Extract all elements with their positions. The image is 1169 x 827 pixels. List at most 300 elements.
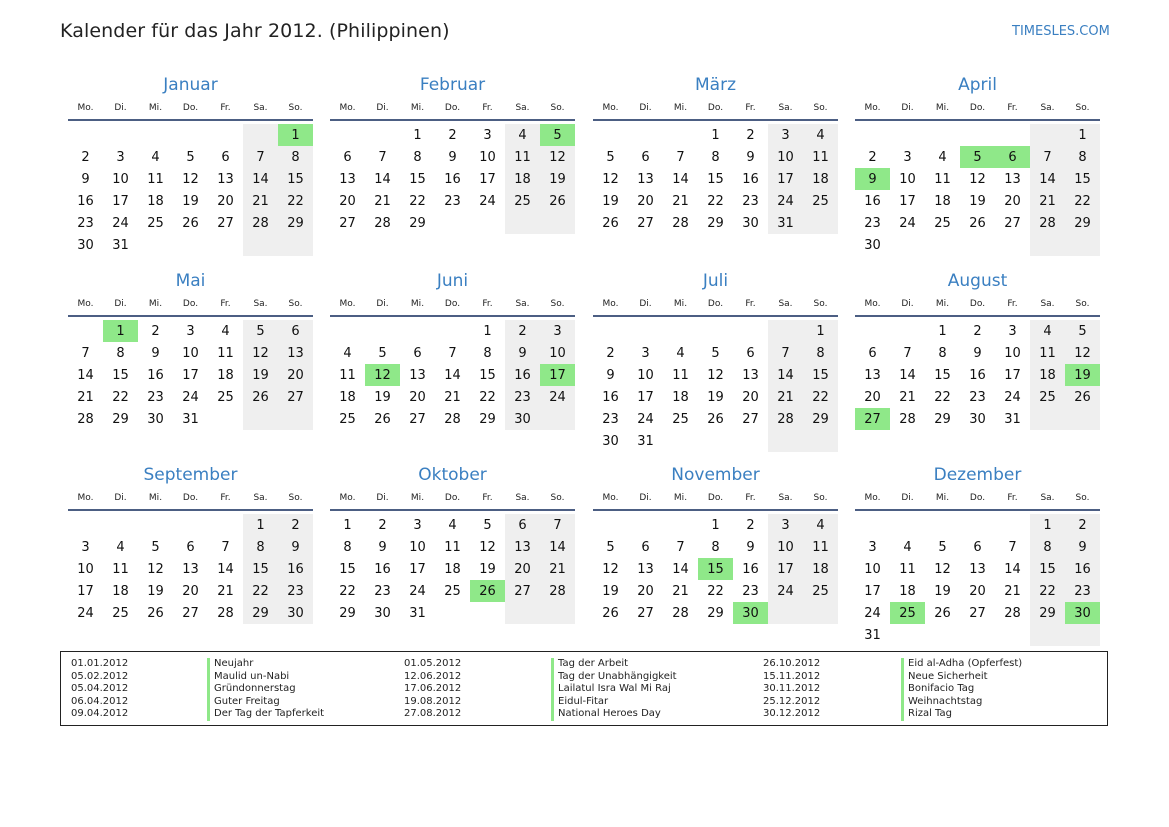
day-cell: 10 xyxy=(77,561,94,577)
day-cell: 3 xyxy=(186,323,195,339)
day-cell: 4 xyxy=(151,149,160,165)
day-cell: 22 xyxy=(707,583,724,599)
weekday-label: Mo. xyxy=(339,299,356,309)
day-cell: 4 xyxy=(938,149,947,165)
weekday-label: So. xyxy=(288,493,303,503)
day-cell: 9 xyxy=(448,149,457,165)
day-cell: 1 xyxy=(711,127,720,143)
day-cell: 26 xyxy=(969,215,986,231)
day-grid xyxy=(68,514,313,624)
empty-cell xyxy=(68,320,103,342)
month-block xyxy=(68,269,313,430)
day-cell: 2 xyxy=(973,323,982,339)
day-cell: 14 xyxy=(77,367,94,383)
weekday-label: Do. xyxy=(707,299,724,309)
empty-cell xyxy=(995,514,1030,536)
day-cell: 28 xyxy=(217,605,234,621)
day-cell: 19 xyxy=(707,389,724,405)
day-cell: 23 xyxy=(742,193,759,209)
day-cell: 28 xyxy=(672,605,689,621)
day-cell: 27 xyxy=(969,605,986,621)
empty-cell xyxy=(960,124,995,146)
day-cell: 4 xyxy=(903,539,912,555)
weekday-label: Mo. xyxy=(602,299,619,309)
day-cell: 11 xyxy=(147,171,164,187)
day-cell: 7 xyxy=(243,146,278,168)
legend-holiday-name: Neujahr xyxy=(214,658,254,669)
day-cell: 16 xyxy=(864,193,881,209)
day-cell: 3 xyxy=(483,127,492,143)
day-cell: 1 xyxy=(483,323,492,339)
day-cell: 26 xyxy=(707,411,724,427)
day-cell: 24 xyxy=(864,605,881,621)
day-cell: 16 xyxy=(147,367,164,383)
day-cell: 29 xyxy=(409,215,426,231)
header-divider xyxy=(330,315,575,317)
day-cell: 13 xyxy=(339,171,356,187)
weekday-label: Sa. xyxy=(1040,299,1055,309)
empty-cell xyxy=(1030,234,1065,256)
day-cell: 2 xyxy=(868,149,877,165)
weekday-label: Fr. xyxy=(745,493,756,503)
empty-cell xyxy=(540,408,575,430)
weekday-label: Di. xyxy=(639,493,652,503)
day-cell: 10 xyxy=(1004,345,1021,361)
legend-dates-column-2 xyxy=(404,658,461,721)
legend-date: 25.12.2012 xyxy=(763,695,821,707)
day-cell: 24 xyxy=(479,193,496,209)
empty-cell xyxy=(768,430,803,452)
weekday-header xyxy=(855,293,1100,315)
header-divider xyxy=(330,509,575,511)
empty-cell xyxy=(925,624,960,646)
day-cell: 31 xyxy=(182,411,199,427)
day-cell: 27 xyxy=(637,215,654,231)
day-cell: 25 xyxy=(1030,386,1065,408)
empty-cell xyxy=(698,430,733,452)
day-cell: 16 xyxy=(602,389,619,405)
empty-cell xyxy=(593,514,628,536)
day-cell: 9 xyxy=(278,536,313,558)
day-grid xyxy=(330,124,575,234)
day-cell: 27 xyxy=(637,605,654,621)
day-cell: 9 xyxy=(606,367,615,383)
day-cell: 14 xyxy=(243,168,278,190)
weekday-label: Mi. xyxy=(410,103,425,113)
holiday-day-cell: 26 xyxy=(470,580,505,602)
day-cell: 3 xyxy=(116,149,125,165)
day-cell: 24 xyxy=(409,583,426,599)
header-divider xyxy=(593,509,838,511)
day-cell: 27 xyxy=(339,215,356,231)
legend-dates-column-1 xyxy=(71,658,128,721)
empty-cell xyxy=(1030,624,1065,646)
day-cell: 5 xyxy=(938,539,947,555)
weekday-label: Sa. xyxy=(253,493,268,503)
day-cell: 13 xyxy=(505,536,540,558)
day-cell: 1 xyxy=(243,514,278,536)
weekday-header xyxy=(593,487,838,509)
empty-cell xyxy=(733,320,768,342)
weekday-label: Sa. xyxy=(253,299,268,309)
day-cell: 6 xyxy=(278,320,313,342)
weekday-label: Sa. xyxy=(778,493,793,503)
legend-holiday-name: Eidul-Fitar xyxy=(558,695,609,707)
weekday-label: Mo. xyxy=(339,103,356,113)
day-cell: 13 xyxy=(217,171,234,187)
month-block xyxy=(330,269,575,430)
legend-date: 09.04.2012 xyxy=(71,708,129,720)
day-cell: 22 xyxy=(1065,190,1100,212)
day-cell: 7 xyxy=(221,539,230,555)
day-cell: 21 xyxy=(768,386,803,408)
day-cell: 13 xyxy=(969,561,986,577)
day-cell: 28 xyxy=(768,408,803,430)
day-cell: 1 xyxy=(711,517,720,533)
day-cell: 22 xyxy=(112,389,129,405)
empty-cell xyxy=(243,408,278,430)
day-cell: 9 xyxy=(81,171,90,187)
day-cell: 5 xyxy=(483,517,492,533)
day-cell: 19 xyxy=(602,193,619,209)
day-cell: 10 xyxy=(182,345,199,361)
day-cell: 18 xyxy=(1030,364,1065,386)
day-cell: 7 xyxy=(81,345,90,361)
empty-cell xyxy=(803,430,838,452)
legend-date: 27.08.2012 xyxy=(404,708,462,720)
empty-cell xyxy=(628,124,663,146)
holiday-day-cell: 5 xyxy=(960,146,995,168)
site-link[interactable]: TIMESLES.COM xyxy=(1012,24,1110,39)
legend-date: 30.11.2012 xyxy=(763,683,821,695)
day-cell: 30 xyxy=(374,605,391,621)
weekday-label: Mo. xyxy=(864,103,881,113)
day-cell: 7 xyxy=(448,345,457,361)
weekday-label: Do. xyxy=(444,103,461,113)
month-block xyxy=(855,269,1100,430)
day-cell: 18 xyxy=(112,583,129,599)
legend-holiday-name: Eid al-Adha (Opferfest) xyxy=(908,658,1023,669)
day-cell: 15 xyxy=(934,367,951,383)
day-cell: 17 xyxy=(899,193,916,209)
legend-date: 01.05.2012 xyxy=(404,658,462,669)
day-cell: 16 xyxy=(742,561,759,577)
day-cell: 3 xyxy=(641,345,650,361)
day-cell: 28 xyxy=(243,212,278,234)
day-cell: 6 xyxy=(746,345,755,361)
month-name: Oktober xyxy=(418,465,487,485)
header-divider xyxy=(68,119,313,121)
day-cell: 19 xyxy=(540,168,575,190)
day-cell: 27 xyxy=(217,215,234,231)
day-cell: 22 xyxy=(243,580,278,602)
day-cell: 3 xyxy=(540,320,575,342)
day-cell: 30 xyxy=(147,411,164,427)
weekday-label: Mi. xyxy=(148,493,163,503)
day-cell: 10 xyxy=(768,146,803,168)
day-cell: 2 xyxy=(746,127,755,143)
month-name: Juni xyxy=(436,271,469,291)
weekday-header xyxy=(855,97,1100,119)
legend-date: 19.08.2012 xyxy=(404,695,462,707)
day-cell: 1 xyxy=(938,323,947,339)
day-cell: 9 xyxy=(505,342,540,364)
day-cell: 4 xyxy=(343,345,352,361)
day-cell: 30 xyxy=(969,411,986,427)
weekday-label: Di. xyxy=(376,299,389,309)
day-cell: 25 xyxy=(934,215,951,231)
day-cell: 31 xyxy=(637,433,654,449)
empty-cell xyxy=(925,124,960,146)
day-cell: 8 xyxy=(1030,536,1065,558)
day-cell: 24 xyxy=(768,580,803,602)
day-cell: 30 xyxy=(602,433,619,449)
day-cell: 23 xyxy=(77,215,94,231)
day-cell: 1 xyxy=(803,320,838,342)
day-cell: 24 xyxy=(540,386,575,408)
empty-cell xyxy=(470,212,505,234)
day-cell: 26 xyxy=(934,605,951,621)
empty-cell xyxy=(890,320,925,342)
day-cell: 6 xyxy=(641,149,650,165)
day-cell: 20 xyxy=(505,558,540,580)
day-cell: 3 xyxy=(81,539,90,555)
empty-cell xyxy=(208,234,243,256)
day-cell: 8 xyxy=(938,345,947,361)
day-cell: 8 xyxy=(413,149,422,165)
weekday-header xyxy=(68,97,313,119)
legend-holiday-name: Tag der Arbeit xyxy=(558,658,629,669)
weekday-label: So. xyxy=(813,299,828,309)
day-grid xyxy=(68,124,313,256)
weekday-header xyxy=(330,97,575,119)
day-cell: 4 xyxy=(221,323,230,339)
day-cell: 17 xyxy=(768,558,803,580)
day-cell: 9 xyxy=(973,345,982,361)
day-cell: 24 xyxy=(899,215,916,231)
day-cell: 26 xyxy=(1065,386,1100,408)
day-cell: 8 xyxy=(711,149,720,165)
empty-cell xyxy=(1065,624,1100,646)
day-cell: 18 xyxy=(803,168,838,190)
day-cell: 7 xyxy=(378,149,387,165)
day-cell: 3 xyxy=(868,539,877,555)
empty-cell xyxy=(663,320,698,342)
legend-date: 15.11.2012 xyxy=(763,670,821,682)
empty-cell xyxy=(435,320,470,342)
empty-cell xyxy=(1065,408,1100,430)
day-cell: 13 xyxy=(742,367,759,383)
day-cell: 4 xyxy=(1030,320,1065,342)
day-cell: 23 xyxy=(374,583,391,599)
holiday-day-cell: 12 xyxy=(365,364,400,386)
weekday-label: Fr. xyxy=(1007,493,1018,503)
day-cell: 15 xyxy=(707,171,724,187)
day-cell: 5 xyxy=(711,345,720,361)
empty-cell xyxy=(208,124,243,146)
empty-cell xyxy=(138,234,173,256)
weekday-label: Sa. xyxy=(515,299,530,309)
empty-cell xyxy=(138,124,173,146)
day-cell: 28 xyxy=(899,411,916,427)
day-cell: 18 xyxy=(505,168,540,190)
day-cell: 20 xyxy=(969,583,986,599)
legend-names-column-3 xyxy=(901,658,1022,721)
day-cell: 6 xyxy=(641,539,650,555)
empty-cell xyxy=(243,124,278,146)
day-cell: 24 xyxy=(637,411,654,427)
day-cell: 14 xyxy=(444,367,461,383)
empty-cell xyxy=(593,124,628,146)
weekday-label: So. xyxy=(288,103,303,113)
weekday-label: So. xyxy=(1075,299,1090,309)
legend-date: 05.04.2012 xyxy=(71,683,129,695)
empty-cell xyxy=(890,624,925,646)
weekday-label: Mo. xyxy=(77,299,94,309)
day-cell: 19 xyxy=(374,389,391,405)
day-cell: 19 xyxy=(934,583,951,599)
weekday-label: Di. xyxy=(114,493,127,503)
month-name: Mai xyxy=(175,271,206,291)
day-cell: 1 xyxy=(1030,514,1065,536)
day-cell: 10 xyxy=(479,149,496,165)
day-cell: 27 xyxy=(182,605,199,621)
legend-holiday-name: Rizal Tag xyxy=(908,708,952,720)
day-cell: 4 xyxy=(803,124,838,146)
weekday-label: Fr. xyxy=(482,299,493,309)
holiday-day-cell: 17 xyxy=(540,364,575,386)
day-cell: 16 xyxy=(77,193,94,209)
empty-cell xyxy=(925,234,960,256)
day-cell: 12 xyxy=(1065,342,1100,364)
day-cell: 18 xyxy=(444,561,461,577)
day-cell: 31 xyxy=(864,627,881,643)
day-cell: 3 xyxy=(1008,323,1017,339)
day-cell: 25 xyxy=(339,411,356,427)
day-cell: 11 xyxy=(112,561,129,577)
empty-cell xyxy=(733,430,768,452)
day-cell: 21 xyxy=(672,193,689,209)
day-cell: 19 xyxy=(147,583,164,599)
weekday-label: Fr. xyxy=(1007,103,1018,113)
day-cell: 7 xyxy=(1008,539,1017,555)
day-cell: 7 xyxy=(676,149,685,165)
weekday-label: Mi. xyxy=(935,299,950,309)
legend-date: 06.04.2012 xyxy=(71,695,129,707)
weekday-label: Sa. xyxy=(1040,103,1055,113)
day-cell: 17 xyxy=(768,168,803,190)
weekday-label: Fr. xyxy=(220,103,231,113)
day-cell: 26 xyxy=(602,215,619,231)
weekday-header xyxy=(68,487,313,509)
month-block xyxy=(593,73,838,234)
day-cell: 12 xyxy=(934,561,951,577)
day-cell: 13 xyxy=(637,171,654,187)
day-cell: 9 xyxy=(746,539,755,555)
weekday-label: Mo. xyxy=(339,493,356,503)
day-cell: 8 xyxy=(1065,146,1100,168)
day-cell: 25 xyxy=(444,583,461,599)
weekday-label: Do. xyxy=(969,103,986,113)
empty-cell xyxy=(960,624,995,646)
day-cell: 17 xyxy=(1004,367,1021,383)
day-cell: 20 xyxy=(339,193,356,209)
weekday-label: Do. xyxy=(969,299,986,309)
empty-cell xyxy=(400,320,435,342)
empty-cell xyxy=(960,234,995,256)
day-cell: 11 xyxy=(899,561,916,577)
empty-cell xyxy=(995,234,1030,256)
day-cell: 6 xyxy=(973,539,982,555)
legend-names-column-2 xyxy=(551,658,677,721)
day-cell: 22 xyxy=(707,193,724,209)
weekday-label: Do. xyxy=(707,103,724,113)
day-cell: 7 xyxy=(768,342,803,364)
day-cell: 16 xyxy=(278,558,313,580)
day-cell: 24 xyxy=(1004,389,1021,405)
empty-cell xyxy=(1030,124,1065,146)
weekday-label: Mo. xyxy=(602,493,619,503)
empty-cell xyxy=(925,514,960,536)
day-cell: 8 xyxy=(243,536,278,558)
day-cell: 23 xyxy=(505,386,540,408)
day-cell: 23 xyxy=(147,389,164,405)
empty-cell xyxy=(803,212,838,234)
day-cell: 20 xyxy=(217,193,234,209)
day-cell: 22 xyxy=(803,386,838,408)
day-cell: 2 xyxy=(606,345,615,361)
day-cell: 21 xyxy=(243,190,278,212)
header-divider xyxy=(593,315,838,317)
day-cell: 20 xyxy=(409,389,426,405)
month-name: Februar xyxy=(419,75,486,95)
day-cell: 30 xyxy=(505,408,540,430)
day-cell: 25 xyxy=(672,411,689,427)
weekday-label: Mi. xyxy=(673,103,688,113)
day-cell: 28 xyxy=(1004,605,1021,621)
day-cell: 16 xyxy=(742,171,759,187)
holiday-day-cell: 1 xyxy=(278,124,313,146)
weekday-label: Fr. xyxy=(482,493,493,503)
day-cell: 25 xyxy=(803,190,838,212)
weekday-label: Mi. xyxy=(935,493,950,503)
day-cell: 14 xyxy=(1004,561,1021,577)
day-cell: 31 xyxy=(409,605,426,621)
day-grid xyxy=(855,320,1100,430)
day-cell: 31 xyxy=(768,212,803,234)
day-cell: 13 xyxy=(864,367,881,383)
day-cell: 4 xyxy=(448,517,457,533)
holiday-legend xyxy=(60,651,1108,726)
day-cell: 14 xyxy=(1030,168,1065,190)
day-cell: 10 xyxy=(768,536,803,558)
weekday-label: Fr. xyxy=(1007,299,1018,309)
day-cell: 2 xyxy=(81,149,90,165)
day-cell: 14 xyxy=(768,364,803,386)
weekday-label: So. xyxy=(1075,103,1090,113)
day-cell: 29 xyxy=(707,215,724,231)
legend-date: 17.06.2012 xyxy=(404,683,462,695)
weekday-label: Do. xyxy=(182,493,199,503)
day-cell: 30 xyxy=(278,602,313,624)
legend-dates-column-3 xyxy=(763,658,820,721)
day-cell: 6 xyxy=(221,149,230,165)
weekday-label: Mo. xyxy=(864,493,881,503)
weekday-header xyxy=(855,487,1100,509)
day-cell: 15 xyxy=(409,171,426,187)
month-block xyxy=(855,463,1100,646)
weekday-header xyxy=(330,293,575,315)
